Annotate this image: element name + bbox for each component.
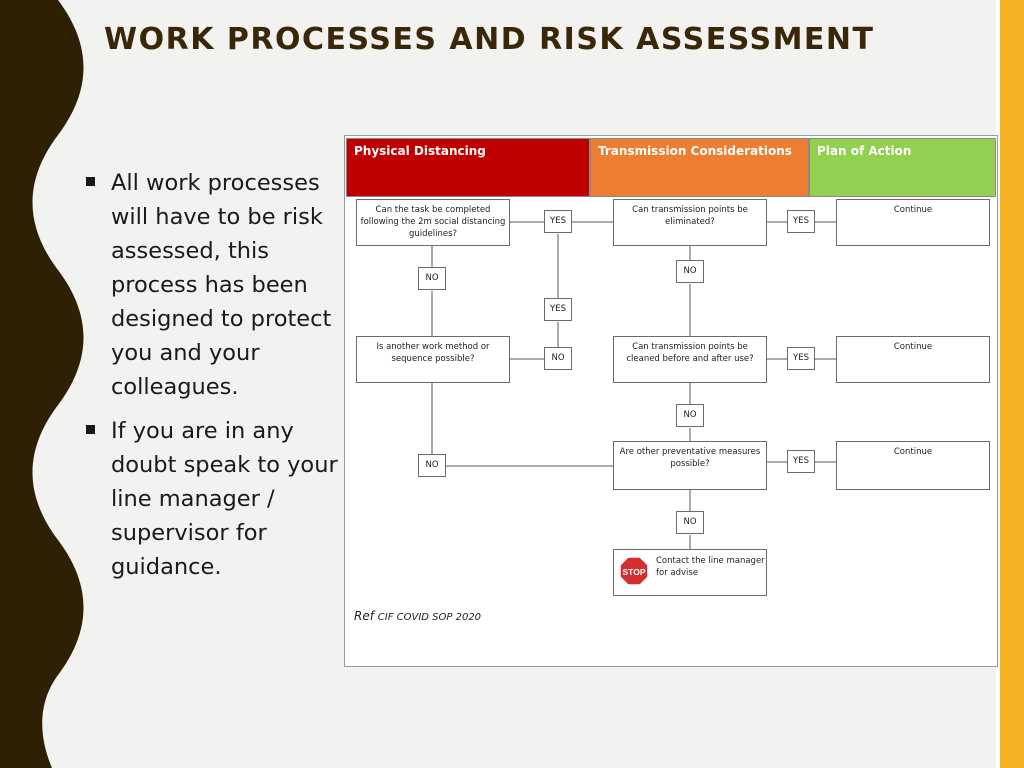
header-plan-of-action: Plan of Action xyxy=(809,138,996,197)
decorative-wave xyxy=(0,0,90,768)
question-preventative-measures: Are other preventative measures possible? xyxy=(613,441,767,490)
stop-sign-label: STOP xyxy=(622,567,646,577)
risk-assessment-flowchart xyxy=(344,135,998,667)
no-label: NO xyxy=(418,267,446,290)
no-label: NO xyxy=(676,511,704,534)
reference-source: CIF COVID SOP 2020 xyxy=(377,612,482,623)
header-transmission-considerations: Transmission Considerations xyxy=(590,138,809,197)
stop-contact-manager xyxy=(613,549,767,596)
no-label: NO xyxy=(676,260,704,283)
accent-bar xyxy=(1000,0,1024,768)
question-another-method: Is another work method or sequence possible? xyxy=(356,336,510,383)
reference xyxy=(354,609,481,623)
yes-label: YES xyxy=(544,298,572,321)
continue-box: Continue xyxy=(836,199,990,246)
bullet-item: If you are in any doubt speak to your line manager / supervisor for guidance. xyxy=(84,414,346,584)
continue-box: Continue xyxy=(836,441,990,490)
yes-label: YES xyxy=(787,450,815,473)
page-title: WORK PROCESSES AND RISK ASSESSMENT xyxy=(104,22,875,57)
yes-label: YES xyxy=(544,210,572,233)
stop-sign-icon xyxy=(620,557,648,585)
yes-label: YES xyxy=(787,210,815,233)
no-label: NO xyxy=(544,347,572,370)
question-eliminate-transmission: Can transmission points be eliminated? xyxy=(613,199,767,246)
no-label: NO xyxy=(418,454,446,477)
reference-label: Ref xyxy=(354,609,374,623)
continue-box: Continue xyxy=(836,336,990,383)
question-2m-distancing: Can the task be completed following the 2m social distancing guidelines? xyxy=(356,199,510,246)
header-physical-distancing: Physical Distancing xyxy=(346,138,590,197)
no-label: NO xyxy=(676,404,704,427)
bullet-item: All work processes will have to be risk assessed, this process has been designed to protect you and your colleagues. xyxy=(84,166,346,404)
question-clean-transmission: Can transmission points be cleaned before and after use? xyxy=(613,336,767,383)
stop-text: Contact the line manager for advise xyxy=(656,556,765,578)
bullet-list xyxy=(84,166,346,594)
yes-label: YES xyxy=(787,347,815,370)
